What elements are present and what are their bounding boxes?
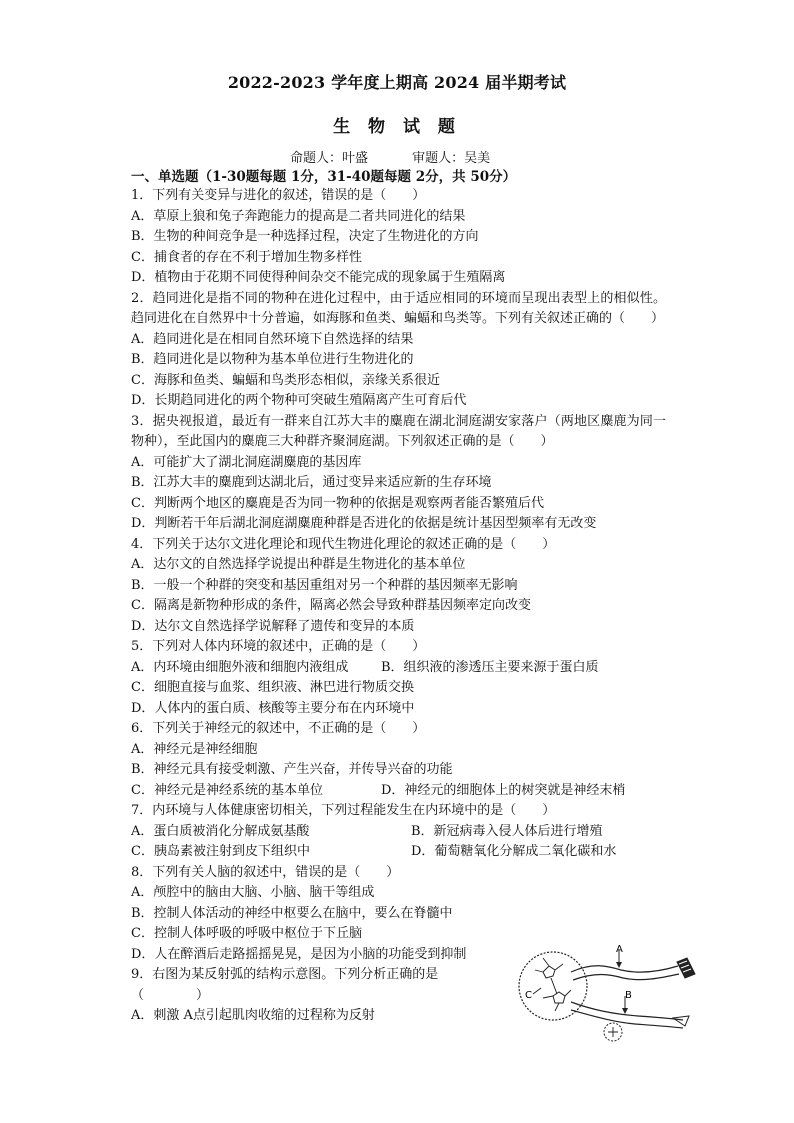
q8-option-b: B．控制人体活动的神经中枢要么在脑中，要么在脊髓中 <box>131 905 453 921</box>
q5-option-c: C．细胞直接与血浆、组织液、淋巴进行物质交换 <box>131 680 414 695</box>
q3-option-b: B．江苏大丰的麋鹿到达湖北后，通过变异来适应新的生存环境 <box>131 475 492 490</box>
q9-answer-blank: （ ） <box>131 987 210 1003</box>
q6-option-b: B．神经元具有接受刺激、产生兴奋，并传导兴奋的功能 <box>131 762 453 777</box>
question-setter: 命题人：叶盛 <box>290 151 369 166</box>
interneuron-body <box>543 966 555 978</box>
q8-stem: 8．下列有关人脑的叙述中，错误的是（ ） <box>131 864 400 880</box>
q4-option-a: A．达尔文的自然选择学说提出种群是生物进化的基本单位 <box>131 557 466 572</box>
q5-option-b: B．组织液的渗透压主要来源于蛋白质 <box>381 659 599 675</box>
q4-option-b: B．一般一个种群的突变和基因重组对另一个种群的基因频率无影响 <box>131 577 518 593</box>
q9-option-a: A．刺激 A点引起肌肉收缩的过程称为反射 <box>131 1008 375 1023</box>
q3-option-a: A．可能扩大了湖北洞庭湖麋鹿的基因库 <box>131 454 362 470</box>
question-reviewer: 审题人：吴美 <box>412 151 491 166</box>
q7-option-c: C．胰岛素被注射到皮下组织中 <box>131 844 310 859</box>
arrow-b-head <box>622 1008 628 1014</box>
exam-title: 2022-2023 学年度上期高 2024 届半期考试 <box>227 73 567 92</box>
q5-option-d: D．人体内的蛋白质、核酸等主要分布在内环境中 <box>131 700 415 716</box>
interneuron-axon <box>551 978 557 994</box>
arrow-a-head <box>616 962 622 968</box>
q7-stem: 7．内环境与人体健康密切相关，下列过程能发生在内环境中的是（ ） <box>131 803 556 818</box>
q4-option-d: D．达尔文自然选择学说解释了遗传和变异的本质 <box>131 618 415 634</box>
interneuron-dendrites <box>535 958 563 972</box>
efferent-nerve-upper <box>571 1002 683 1020</box>
q2-option-d: D．长期趋同进化的两个物种可突破生殖隔离产生可育后代 <box>131 393 467 408</box>
exam-subtitle: 生 物 试 题 <box>333 117 461 137</box>
q7-options-ab <box>131 822 666 843</box>
exam-authors <box>290 147 530 166</box>
motor-neuron-body <box>553 992 565 1003</box>
q1-stem: 1．下列有关变异与进化的叙述，错误的是（ ） <box>131 188 426 203</box>
q6-stem: 6．下列关于神经元的叙述中，不正确的是（ ） <box>131 721 426 736</box>
q5-option-a: A．内环境由细胞外液和细胞内液组成 <box>131 659 349 675</box>
q2-option-c: C．海豚和鱼类、蝙蝠和鸟类形态相似，亲缘关系很近 <box>131 372 440 388</box>
q5-stem: 5．下列对人体内环境的叙述中，正确的是（ ） <box>131 639 426 654</box>
section-heading: 一、单选题（1-30题每题 1分，31-40题每题 2分，共 50分） <box>131 169 517 185</box>
q1-option-a: A．草原上狼和兔子奔跑能力的提高是二者共同进化的结果 <box>131 208 466 224</box>
label-c-pointer <box>533 988 541 994</box>
label-c: C <box>525 990 532 1001</box>
q9-stem: 9．右图为某反射弧的结构示意图。下列分析正确的是 <box>131 967 439 982</box>
q8-option-a: A．颅腔中的脑由大脑、小脑、脑干等组成 <box>131 885 375 900</box>
q6-option-d: D．神经元的细胞体上的树突就是神经末梢 <box>381 782 626 798</box>
q3-option-c: C．判断两个地区的麋鹿是否为同一物种的依据是观察两者能否繁殖后代 <box>131 495 544 511</box>
reflex-arc-diagram <box>513 944 703 1044</box>
q7-option-a: A．蛋白质被消化分解成氨基酸 <box>131 823 310 839</box>
question-list <box>131 186 666 1027</box>
q8-option-c: C．控制人体呼吸的呼吸中枢位于下丘脑 <box>131 926 362 941</box>
q1-option-d: D．植物由于花期不同使得种间杂交不能完成的现象属于生殖隔离 <box>131 270 506 285</box>
q1-option-b: B．生物的种间竞争是一种选择过程，决定了生物进化的方向 <box>131 229 479 244</box>
label-b: B <box>625 990 632 1001</box>
q2-option-a: A．趋同进化是在相同自然环境下自然选择的结果 <box>131 331 414 347</box>
q5-options-ab <box>131 658 666 679</box>
q6-option-c: C．神经元是神经系统的基本单位 <box>131 782 323 798</box>
q8-option-d: D．人在醉酒后走路摇摇晃晃，是因为小脑的功能受到抑制 <box>131 946 467 962</box>
q6-options-cd <box>131 781 666 802</box>
spinal-cord-outline <box>519 952 587 1020</box>
effector-synapse <box>608 1027 618 1037</box>
afferent-nerve-upper <box>571 966 678 972</box>
q7-options-cd <box>131 842 666 863</box>
q4-stem: 4．下列关于达尔文进化理论和现代生物进化理论的叙述正确的是（ ） <box>131 536 556 552</box>
q7-option-b: B．新冠病毒入侵人体后进行增殖 <box>411 823 603 839</box>
q1-option-c: C．捕食者的存在不利于增加生物多样性 <box>131 249 362 265</box>
q3-option-d: D．判断若干年后湖北洞庭湖麋鹿种群是否进化的依据是统计基因型频率有无改变 <box>131 516 597 531</box>
label-a: A <box>616 944 623 955</box>
q2-option-b: B．趋同进化是以物种为基本单位进行生物进化的 <box>131 352 414 367</box>
effector-end <box>673 1016 689 1026</box>
q7-option-d: D．葡萄糖氧化分解成二氧化碳和水 <box>411 844 617 859</box>
efferent-nerve-lower <box>571 1010 683 1028</box>
q6-option-a: A．神经元是神经细胞 <box>131 741 258 757</box>
q3-stem: 3．据央视报道，最近有一群来自江苏大丰的麋鹿在湖北洞庭湖安家落户（两地区麋鹿为同一物种），至此国内的麋鹿三大种群齐聚洞庭湖。下列叙述正确的是（ ） <box>131 413 666 449</box>
afferent-nerve-lower <box>573 974 679 980</box>
q4-option-c: C．隔离是新物种形成的条件，隔离必然会导致种群基因频率定向改变 <box>131 598 531 613</box>
q2-stem: 2．趋同进化是指不同的物种在进化过程中，由于适应相同的环境而呈现出表型上的相似性。趋同进化在自然界中十分普遍，如海豚和鱼类、蝙蝠和鸟类等。下列有关叙述正确的（ ） <box>131 290 666 326</box>
